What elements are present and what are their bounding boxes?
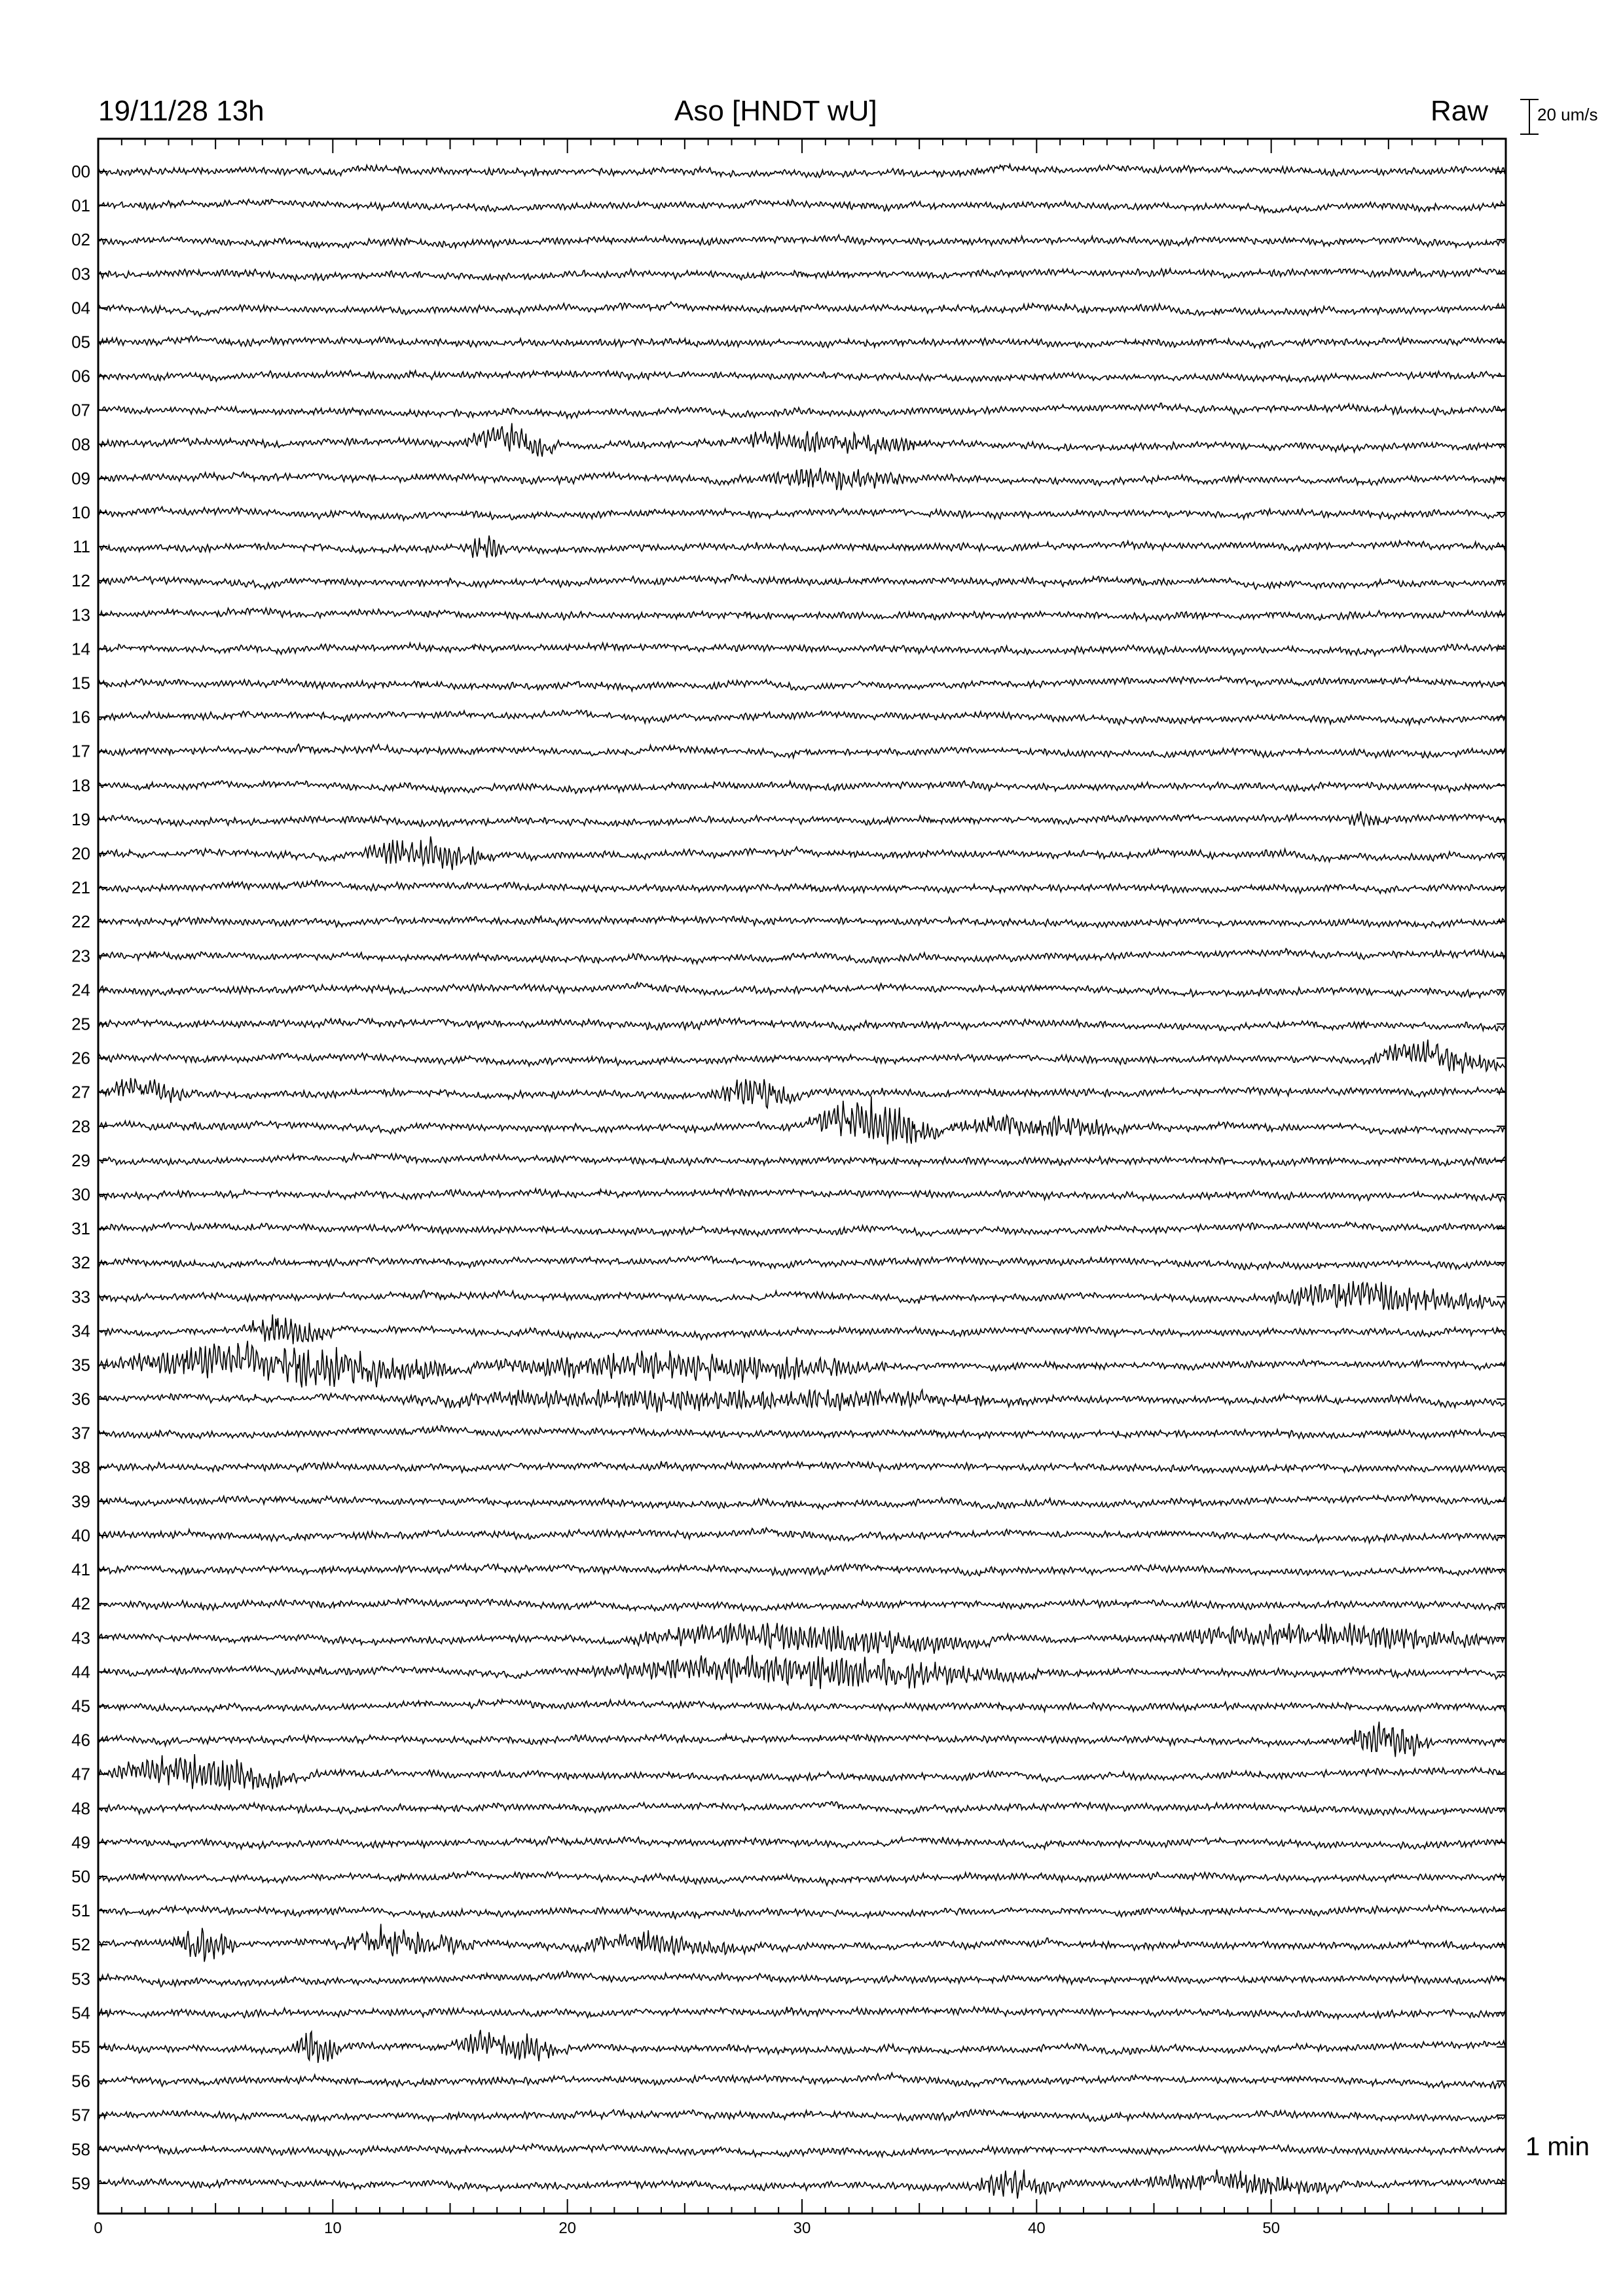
row-label-20: 20 [71, 844, 90, 863]
x-tick-label-50: 50 [1262, 2219, 1281, 2237]
x-tick-label-0: 0 [94, 2219, 103, 2237]
trace-row-36 [98, 1390, 1506, 1413]
trace-row-25 [98, 1018, 1506, 1031]
trace-row-29 [98, 1153, 1506, 1166]
x-tick-label-40: 40 [1027, 2219, 1046, 2237]
row-label-07: 07 [71, 400, 90, 420]
plot-frame [98, 139, 1506, 2214]
trace-row-21 [98, 880, 1506, 893]
row-label-13: 13 [71, 605, 90, 625]
row-label-32: 32 [71, 1253, 90, 1273]
row-label-21: 21 [71, 878, 90, 898]
trace-row-57 [98, 2109, 1506, 2121]
row-label-08: 08 [71, 434, 90, 454]
row-label-47: 47 [71, 1764, 90, 1784]
row-label-26: 26 [71, 1048, 90, 1068]
row-label-29: 29 [71, 1150, 90, 1170]
trace-row-16 [98, 710, 1506, 725]
row-label-31: 31 [71, 1219, 90, 1239]
row-label-40: 40 [71, 1526, 90, 1545]
row-label-48: 48 [71, 1798, 90, 1818]
row-label-45: 45 [71, 1696, 90, 1716]
row-label-53: 53 [71, 1969, 90, 1989]
station-title: Aso [HNDT wU] [674, 95, 877, 127]
trace-group [98, 164, 1506, 2198]
row-label-22: 22 [71, 912, 90, 932]
row-label-12: 12 [71, 571, 90, 591]
trace-row-20 [98, 836, 1506, 870]
mode-label: Raw [1431, 95, 1489, 127]
row-label-14: 14 [71, 639, 90, 659]
row-label-27: 27 [71, 1082, 90, 1102]
trace-row-12 [98, 575, 1506, 590]
trace-row-23 [98, 948, 1506, 963]
row-label-19: 19 [71, 809, 90, 829]
row-label-01: 01 [71, 196, 90, 216]
trace-row-47 [98, 1754, 1506, 1790]
trace-row-24 [98, 982, 1506, 997]
row-label-56: 56 [71, 2071, 90, 2091]
trace-row-35 [98, 1341, 1506, 1388]
row-label-02: 02 [71, 230, 90, 250]
row-label-33: 33 [71, 1287, 90, 1307]
row-label-35: 35 [71, 1355, 90, 1375]
trace-row-03 [98, 268, 1506, 281]
row-label-36: 36 [71, 1389, 90, 1409]
trace-row-04 [98, 302, 1506, 316]
trace-row-11 [98, 535, 1506, 558]
trace-row-06 [98, 370, 1506, 382]
scale-bar [1520, 99, 1539, 134]
trace-row-46 [98, 1722, 1506, 1757]
row-label-52: 52 [71, 1935, 90, 1955]
trace-row-08 [98, 423, 1506, 457]
x-tick-label-30: 30 [793, 2219, 811, 2237]
trace-row-07 [98, 403, 1506, 418]
trace-row-32 [98, 1256, 1506, 1270]
trace-row-38 [98, 1462, 1506, 1473]
trace-row-45 [98, 1700, 1506, 1712]
row-label-16: 16 [71, 707, 90, 727]
trace-row-14 [98, 643, 1506, 656]
trace-row-26 [98, 1039, 1506, 1073]
row-label-51: 51 [71, 1901, 90, 1921]
trace-row-44 [98, 1655, 1506, 1689]
trace-row-05 [98, 336, 1506, 348]
trace-row-43 [98, 1623, 1506, 1653]
row-label-39: 39 [71, 1491, 90, 1511]
row-label-30: 30 [71, 1185, 90, 1204]
trace-row-17 [98, 744, 1506, 758]
row-label-42: 42 [71, 1594, 90, 1614]
trace-row-18 [98, 781, 1506, 793]
row-label-50: 50 [71, 1867, 90, 1886]
row-label-54: 54 [71, 2003, 90, 2023]
row-label-24: 24 [71, 980, 90, 1000]
trace-row-41 [98, 1564, 1506, 1576]
x-unit-label: 1 min [1525, 2132, 1590, 2161]
trace-row-19 [98, 812, 1506, 827]
scale-label: 20 um/s [1537, 105, 1598, 124]
row-label-38: 38 [71, 1457, 90, 1477]
trace-row-52 [98, 1924, 1506, 1962]
trace-row-59 [98, 2170, 1506, 2199]
row-label-23: 23 [71, 946, 90, 966]
row-label-15: 15 [71, 673, 90, 693]
row-label-41: 41 [71, 1560, 90, 1580]
trace-row-22 [98, 916, 1506, 929]
trace-row-48 [98, 1802, 1506, 1815]
trace-row-33 [98, 1281, 1506, 1311]
trace-row-00 [98, 164, 1506, 177]
trace-row-39 [98, 1494, 1506, 1509]
row-label-06: 06 [71, 366, 90, 386]
row-label-34: 34 [71, 1321, 90, 1341]
trace-row-53 [98, 1971, 1506, 1987]
row-label-11: 11 [73, 537, 90, 557]
x-tick-group [94, 139, 1506, 2237]
trace-row-28 [98, 1096, 1506, 1144]
row-label-18: 18 [71, 775, 90, 795]
trace-row-42 [98, 1599, 1506, 1611]
row-label-09: 09 [71, 468, 90, 488]
row-label-03: 03 [71, 264, 90, 284]
row-label-55: 55 [71, 2037, 90, 2057]
x-tick-label-20: 20 [558, 2219, 577, 2237]
row-label-05: 05 [71, 332, 90, 352]
row-label-46: 46 [71, 1730, 90, 1750]
trace-row-10 [98, 507, 1506, 520]
row-label-37: 37 [71, 1423, 90, 1443]
trace-row-50 [98, 1872, 1506, 1886]
row-label-49: 49 [71, 1832, 90, 1852]
row-label-59: 59 [71, 2173, 90, 2193]
row-label-17: 17 [71, 741, 90, 761]
date-hour-title: 19/11/28 13h [98, 95, 264, 127]
trace-row-58 [98, 2144, 1506, 2157]
row-label-00: 00 [71, 162, 90, 181]
trace-row-34 [98, 1314, 1506, 1344]
trace-row-40 [98, 1528, 1506, 1543]
row-label-25: 25 [71, 1014, 90, 1034]
trace-row-27 [98, 1078, 1506, 1108]
trace-row-31 [98, 1222, 1506, 1236]
trace-row-56 [98, 2073, 1506, 2089]
row-label-57: 57 [71, 2105, 90, 2125]
x-tick-label-10: 10 [323, 2219, 342, 2237]
row-label-43: 43 [71, 1628, 90, 1648]
trace-row-30 [98, 1189, 1506, 1201]
row-label-28: 28 [71, 1116, 90, 1136]
trace-row-09 [98, 468, 1506, 490]
trace-row-55 [98, 2030, 1506, 2063]
row-label-10: 10 [71, 503, 90, 522]
trace-row-54 [98, 2007, 1506, 2018]
trace-row-02 [98, 235, 1506, 248]
row-label-44: 44 [71, 1662, 90, 1682]
row-label-group [71, 162, 1506, 2193]
row-label-04: 04 [71, 298, 90, 318]
trace-row-51 [98, 1905, 1506, 1918]
trace-row-15 [98, 676, 1506, 691]
trace-row-13 [98, 608, 1506, 621]
trace-row-37 [98, 1426, 1506, 1439]
row-label-58: 58 [71, 2139, 90, 2159]
trace-row-49 [98, 1837, 1506, 1849]
trace-row-01 [98, 200, 1506, 213]
